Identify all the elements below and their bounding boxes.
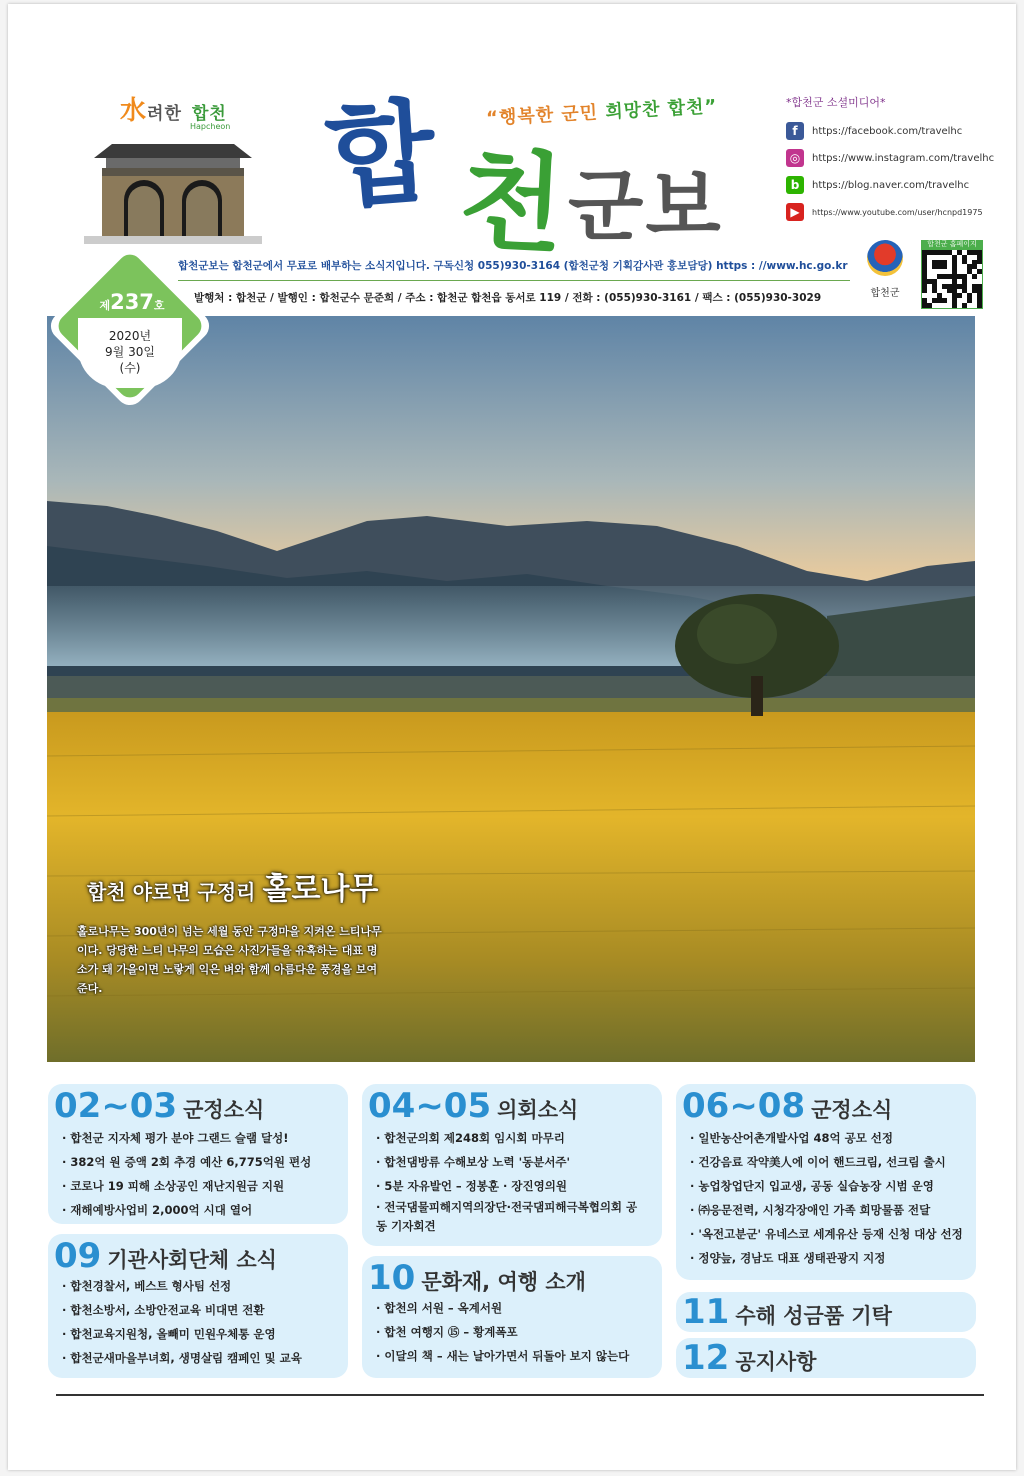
hapcheon-logo [80, 80, 290, 250]
facebook-icon: f [786, 122, 804, 140]
subscription-info: 합천군보는 합천군에서 무료로 배부하는 소식지입니다. 구독신청 055)930-3164 (합천군청 기획감사관 홍보담당) https : //www.hc.go.kr [178, 260, 848, 272]
qr-module [977, 303, 982, 308]
toc-item: · 건강음료 작약美人에 이어 핸드크림, 선크림 출시 [690, 1150, 963, 1174]
toc-item: · 합천군의회 제248회 임시회 마무리 [376, 1126, 646, 1150]
slogan [485, 92, 717, 130]
logo-text-ryeohan: 려한 [147, 104, 182, 124]
slogan-part-a: “행복한 군민 [485, 102, 599, 130]
toc-number: 06~08 [682, 1086, 806, 1126]
toc-item: · 합천경찰서, 베스트 형사팀 선정 [62, 1274, 302, 1298]
newsletter-page [8, 4, 1016, 1470]
county-emblem [860, 240, 910, 310]
social-link-instagram[interactable] [786, 149, 994, 167]
toc-item: · 이달의 책 – 새는 날아가면서 뒤돌아 보지 않는다 [376, 1344, 629, 1368]
issue-prefix: 제 [99, 299, 111, 312]
slogan-part-b: 희망찬 합천” [604, 95, 718, 123]
toc-title: 수해 성금품 기탁 [735, 1304, 892, 1328]
logo-text-hapcheon: 합천 [191, 104, 227, 124]
toc-section-09[interactable] [48, 1234, 348, 1378]
toc-section-10[interactable] [362, 1256, 662, 1378]
toc-item: · 382억 원 증액 2회 추경 예산 6,775억원 편성 [62, 1150, 311, 1174]
issue-number [92, 290, 172, 314]
issue-number-value: 237 [110, 290, 154, 314]
toc-item: · 합천의 서원 – 옥계서원 [376, 1296, 629, 1320]
issue-year: 2020년 [108, 329, 152, 343]
toc-title: 군정소식 [811, 1098, 893, 1122]
toc-section-04-05[interactable] [362, 1084, 662, 1246]
qr-code[interactable] [921, 240, 983, 310]
masthead-char-cheon: 천 [456, 138, 568, 269]
cover-photo [47, 316, 975, 1062]
toc-title: 군정소식 [183, 1098, 265, 1122]
toc-item: · 정양늪, 경남도 대표 생태관광지 지정 [690, 1246, 963, 1270]
toc-item: · 합천소방서, 소방안전교육 비대면 전환 [62, 1298, 302, 1322]
instagram-url[interactable]: https://www.instagram.com/travelhc [812, 152, 995, 164]
toc-item: · 전국댐물피해지역의장단·전국댐피해극복협의회 공동 기자회견 [376, 1198, 646, 1239]
issue-day: 9월 30일 [105, 345, 155, 359]
photo-caption-title [87, 864, 378, 908]
toc-number: 11 [682, 1292, 730, 1332]
info-divider [178, 280, 850, 281]
toc-number: 02~03 [54, 1086, 178, 1126]
toc-item: · ㈜응문전력, 시청각장애인 가족 희망물품 전달 [690, 1198, 963, 1222]
blog-url[interactable]: https://blog.naver.com/travelhc [812, 179, 970, 191]
toc-item: · 합천군 지자체 평가 분야 그랜드 슬램 달성! [62, 1126, 311, 1150]
qr-label: 합천군 홈페이지 [921, 240, 983, 249]
masthead-char-hap: 합 [322, 87, 440, 225]
toc-item: · 합천군새마을부녀회, 생명살림 캠페인 및 교육 [62, 1346, 302, 1370]
instagram-icon: ◎ [786, 149, 804, 167]
social-link-facebook[interactable] [786, 122, 962, 140]
toc-section-02-03[interactable] [48, 1084, 348, 1224]
youtube-url[interactable]: https://www.youtube.com/user/hcnpd1975 [812, 207, 983, 217]
toc-title: 의회소식 [497, 1098, 579, 1122]
toc-title: 공지사항 [735, 1350, 817, 1374]
toc-number: 10 [368, 1258, 416, 1298]
gate-illustration [84, 136, 262, 244]
toc-item: · 합천댐방류 수해보상 노력 '동분서주' [376, 1150, 646, 1174]
social-link-blog[interactable] [786, 176, 969, 194]
county-emblem-icon [867, 240, 903, 276]
social-media-title: *합천군 소셜미디어* [786, 96, 886, 109]
logo-subtitle: Hapcheon [190, 122, 231, 131]
toc-section-11[interactable] [676, 1292, 976, 1332]
publisher-info: 발행처 : 합천군 / 발행인 : 합천군수 문준희 / 주소 : 합천군 합천읍 동서로 119 / 전화 : (055)930-3161 / 팩스 : (055)930-3029 [194, 292, 822, 304]
toc-section-06-08[interactable] [676, 1084, 976, 1280]
toc-number: 12 [682, 1338, 730, 1378]
toc-title: 기관사회단체 소식 [107, 1248, 277, 1272]
toc-item: · 재해예방사업비 2,000억 시대 열어 [62, 1198, 311, 1222]
blog-icon: b [786, 176, 804, 194]
toc-item: · 농업창업단지 입교생, 공동 실습농장 시범 운영 [690, 1174, 963, 1198]
photo-caption-location: 합천 야로면 구정리 [87, 880, 256, 904]
toc-title: 문화재, 여행 소개 [421, 1270, 586, 1294]
facebook-url[interactable]: https://facebook.com/travelhc [812, 125, 963, 137]
logo-water-char: 水 [120, 96, 148, 126]
toc-item: · '옥전고분군' 유네스코 세계유산 등재 신청 대상 선정 [690, 1222, 963, 1246]
toc-item: · 코로나 19 피해 소상공인 재난지원금 지원 [62, 1174, 311, 1198]
toc-item: · 5분 자유발언 – 정봉훈 · 장진영의원 [376, 1174, 646, 1198]
photo-caption-body: 홀로나무는 300년이 넘는 세월 동안 구정마을 지켜온 느티나무이다. 당당한 느티 나무의 모습은 사진가들을 유혹하는 대표 명소가 돼 가을이면 노랗게 익은 벼와 함께 아름다운 풍경을 보여 준다. [77, 925, 382, 995]
youtube-icon: ▶ [786, 203, 804, 221]
social-link-youtube[interactable] [786, 203, 983, 221]
photo-caption-tree-name: 홀로나무 [262, 872, 379, 907]
toc-number: 09 [54, 1236, 102, 1276]
qr-code-icon [921, 249, 983, 309]
masthead-gunbo: 군보 [568, 162, 723, 252]
bottom-divider [56, 1394, 984, 1396]
county-name: 합천군 [870, 288, 900, 299]
issue-weekday: (수) [119, 361, 141, 375]
toc-item: · 합천 여행지 ⑮ – 황계폭포 [376, 1320, 629, 1344]
issue-date [90, 328, 170, 376]
toc-item: · 합천교육지원청, 올빼미 민원우체통 운영 [62, 1322, 302, 1346]
toc-item: · 일반농산어촌개발사업 48억 공모 선정 [690, 1126, 963, 1150]
toc-number: 04~05 [368, 1086, 492, 1126]
issue-suffix: 호 [153, 299, 165, 312]
toc-section-12[interactable] [676, 1338, 976, 1378]
